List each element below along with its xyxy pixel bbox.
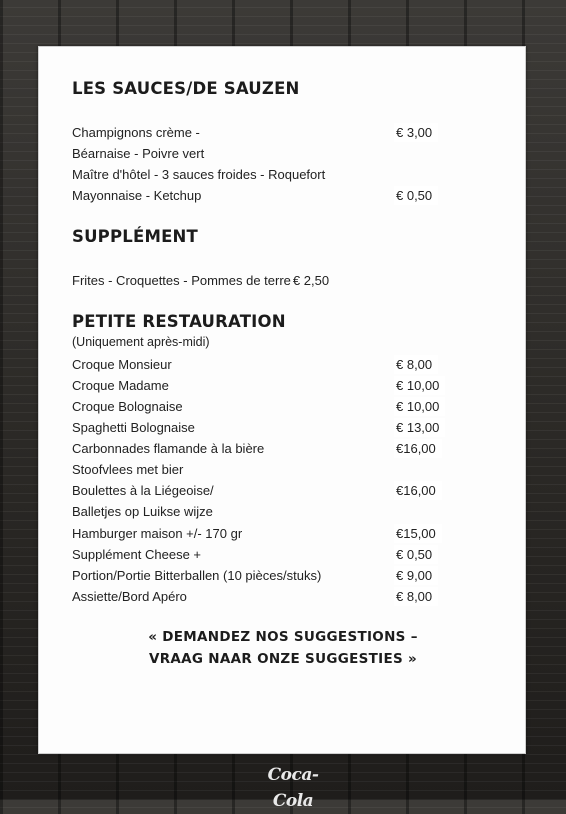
- menu-item: [72, 526, 452, 546]
- item-name: Frites - Croquettes - Pommes de terre: [72, 273, 291, 288]
- supplement-heading: SUPPLÉMENT: [72, 227, 199, 246]
- item-price: € 10,00: [394, 397, 445, 416]
- item-name: Assiette/Bord Apéro: [72, 589, 187, 604]
- menu-item: [72, 146, 452, 166]
- item-name: Mayonnaise - Ketchup: [72, 188, 202, 203]
- item-price: € 2,50: [292, 273, 330, 288]
- item-name: Stoofvlees met bier: [72, 462, 184, 477]
- item-name: Carbonnades flamande à la bière: [72, 441, 265, 456]
- section-subtitle: (Uniquement après-midi): [72, 335, 210, 349]
- item-price: € 10,00: [394, 376, 445, 395]
- menu-item: [72, 483, 452, 503]
- item-name: Balletjes op Luikse wijze: [72, 504, 213, 519]
- suggestions-line-fr: « DEMANDEZ NOS SUGGESTIONS –: [148, 629, 418, 645]
- petite-restauration-heading: PETITE RESTAURATION: [72, 312, 286, 331]
- menu-item: [72, 273, 452, 293]
- item-name: Supplément Cheese +: [72, 547, 202, 562]
- item-name: Boulettes à la Liégeoise/: [72, 483, 214, 498]
- menu-item: [72, 504, 452, 524]
- menu-item: [72, 399, 452, 419]
- menu-item: [72, 420, 452, 440]
- item-name: Spaghetti Bolognaise: [72, 420, 195, 435]
- menu-item: [72, 441, 452, 461]
- item-name: Hamburger maison +/- 170 gr: [72, 526, 243, 541]
- menu-item: [72, 568, 452, 588]
- item-name: Croque Madame: [72, 378, 169, 393]
- item-name: Croque Monsieur: [72, 357, 172, 372]
- item-price: €15,00: [394, 524, 442, 543]
- item-name: Champignons crème -: [72, 125, 200, 140]
- suggestions-line-nl: VRAAG NAAR ONZE SUGGESTIES »: [148, 651, 418, 667]
- sauces-heading: LES SAUCES/DE SAUZEN: [72, 79, 300, 98]
- item-name: Béarnaise - Poivre vert: [72, 146, 205, 161]
- item-price: € 3,00: [394, 123, 438, 142]
- menu-item: [72, 167, 452, 187]
- item-price: € 0,50: [394, 545, 438, 564]
- item-price: € 9,00: [394, 566, 438, 585]
- menu-item: [72, 378, 452, 398]
- coca-cola-logo: Coca-Cola: [267, 765, 319, 811]
- supplement-line: [72, 273, 329, 288]
- item-price: €16,00: [394, 481, 442, 500]
- item-price: € 8,00: [394, 587, 438, 606]
- item-price: €16,00: [394, 439, 442, 458]
- menu-item: [72, 357, 452, 377]
- item-name: Croque Bolognaise: [72, 399, 183, 414]
- item-price: € 13,00: [394, 418, 445, 437]
- item-name: Maître d'hôtel - 3 sauces froides - Roquefort: [72, 167, 326, 182]
- menu-item: [72, 547, 452, 567]
- menu-item: [72, 589, 452, 609]
- menu-item: [72, 125, 452, 145]
- item-name: Portion/Portie Bitterballen (10 pièces/stuks): [72, 568, 322, 583]
- item-price: € 0,50: [394, 186, 438, 205]
- menu-item: [72, 188, 452, 208]
- menu-item: [72, 462, 452, 482]
- item-price: € 8,00: [394, 355, 438, 374]
